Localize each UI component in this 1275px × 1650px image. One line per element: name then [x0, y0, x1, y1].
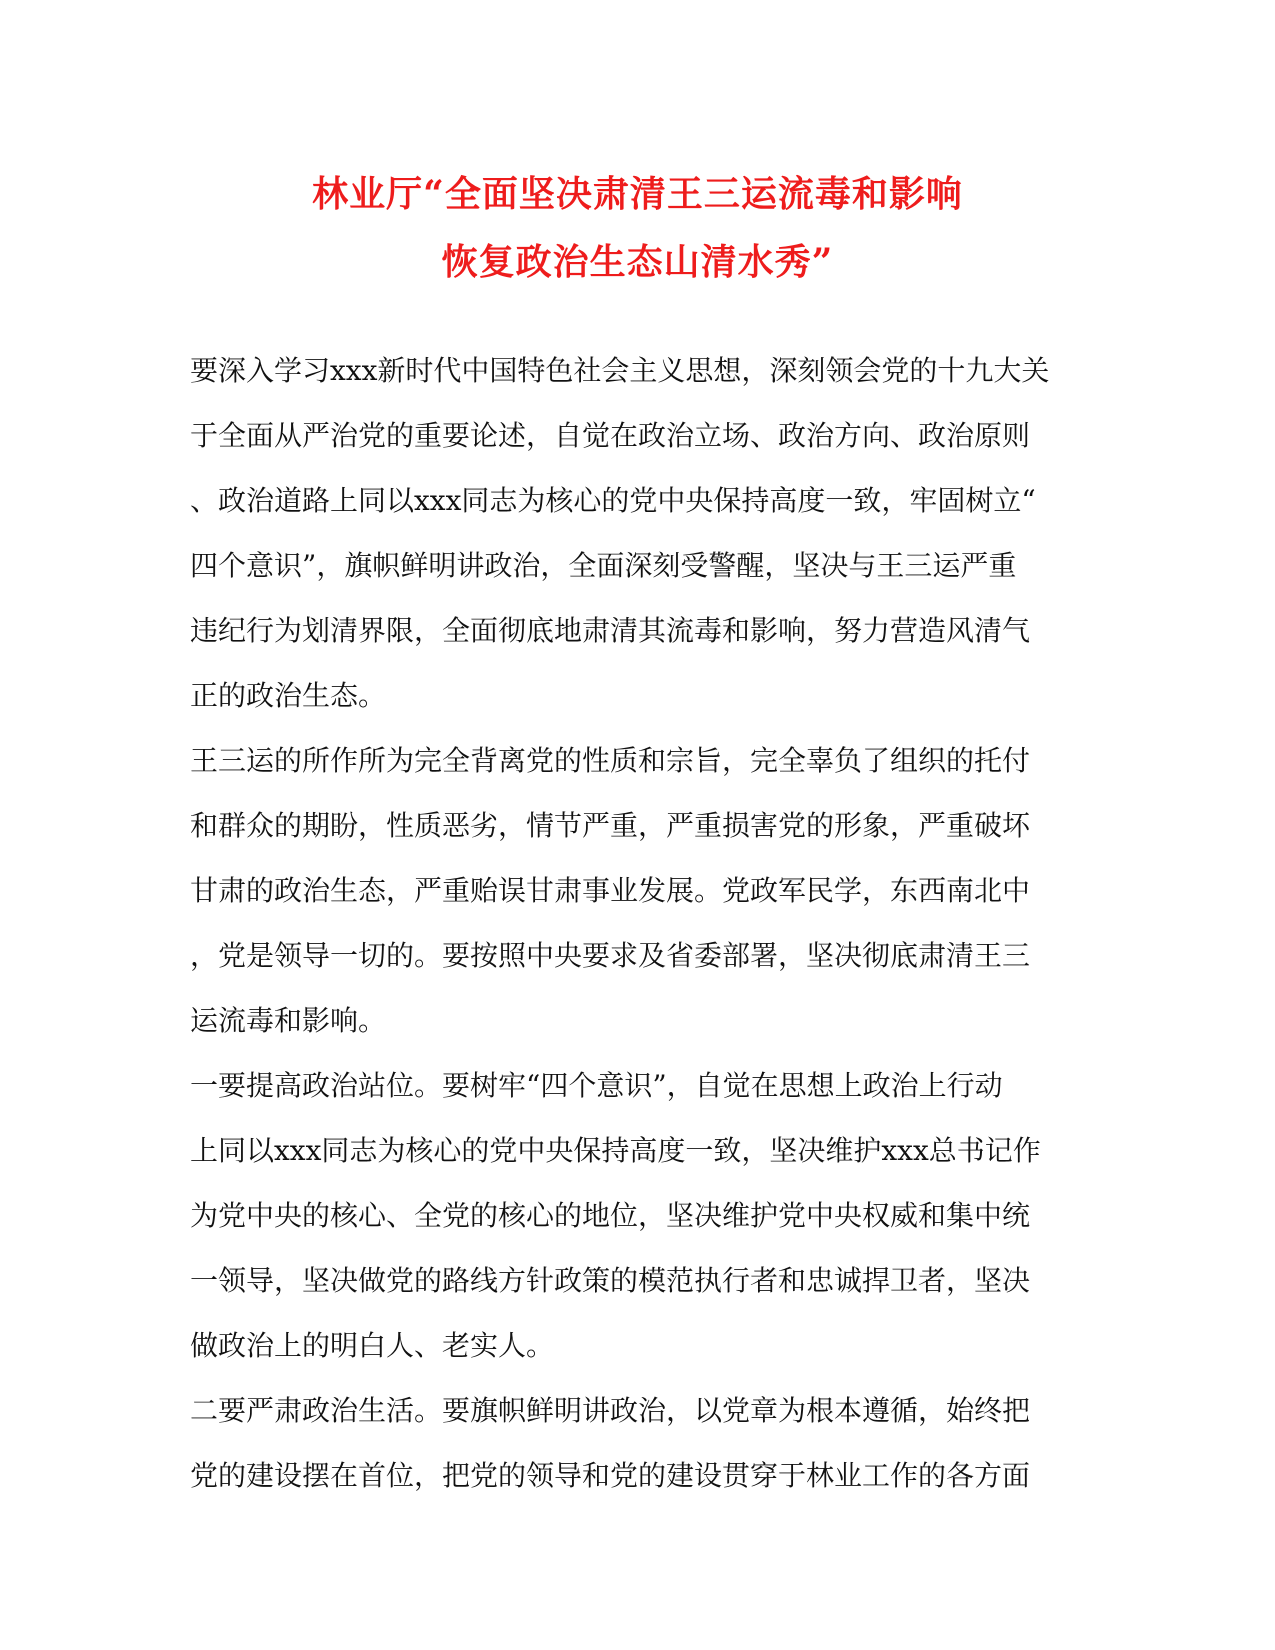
text-line: 党的建设摆在首位，把党的领导和党的建设贯穿于林业工作的各方面: [190, 1459, 1031, 1492]
text-line: 一领导，坚决做党的路线方针政策的模范执行者和忠诚捍卫者，坚决: [190, 1264, 1031, 1297]
text-line: 做政治上的明白人、老实人。: [190, 1329, 555, 1362]
document-title: [0, 160, 1275, 296]
document-body: [190, 338, 1090, 1508]
text-line: 要深入学习xxx新时代中国特色社会主义思想，深刻领会党的十九大关: [190, 354, 1050, 387]
title-line-1: 林业厅“全面坚决肃清王三运流毒和影响: [312, 173, 963, 215]
text-line: 四个意识”，旗帜鲜明讲政治，全面深刻受警醒，坚决与王三运严重: [190, 549, 1017, 582]
text-line: 正的政治生态。: [190, 679, 387, 712]
text-line: ，党是领导一切的。要按照中央要求及省委部署，坚决彻底肃清王三: [190, 939, 1031, 972]
text-line: 二要严肃政治生活。要旗帜鲜明讲政治，以党章为根本遵循，始终把: [190, 1394, 1031, 1427]
paragraph-4: [190, 1378, 1090, 1508]
text-line: 为党中央的核心、全党的核心的地位，坚决维护党中央权威和集中统: [190, 1199, 1031, 1232]
text-line: 于全面从严治党的重要论述，自觉在政治立场、政治方向、政治原则: [190, 419, 1031, 452]
text-line: 王三运的所作所为完全背离党的性质和宗旨，完全辜负了组织的托付: [190, 744, 1031, 777]
text-line: 运流毒和影响。: [190, 1004, 387, 1037]
text-line: 和群众的期盼，性质恶劣，情节严重，严重损害党的形象，严重破坏: [190, 809, 1031, 842]
title-line-2: 恢复政治生态山清水秀”: [441, 241, 834, 283]
text-line: 违纪行为划清界限，全面彻底地肃清其流毒和影响，努力营造风清气: [190, 614, 1031, 647]
text-line: 甘肃的政治生态，严重贻误甘肃事业发展。党政军民学，东西南北中: [190, 874, 1031, 907]
paragraph-1: [190, 338, 1090, 728]
text-line: 上同以xxx同志为核心的党中央保持高度一致，坚决维护xxx总书记作: [190, 1134, 1041, 1167]
text-line: 、政治道路上同以xxx同志为核心的党中央保持高度一致，牢固树立“: [190, 484, 1036, 517]
paragraph-2: [190, 728, 1090, 1053]
paragraph-3: [190, 1053, 1090, 1378]
text-line: 一要提高政治站位。要树牢“四个意识”，自觉在思想上政治上行动: [190, 1069, 1003, 1102]
